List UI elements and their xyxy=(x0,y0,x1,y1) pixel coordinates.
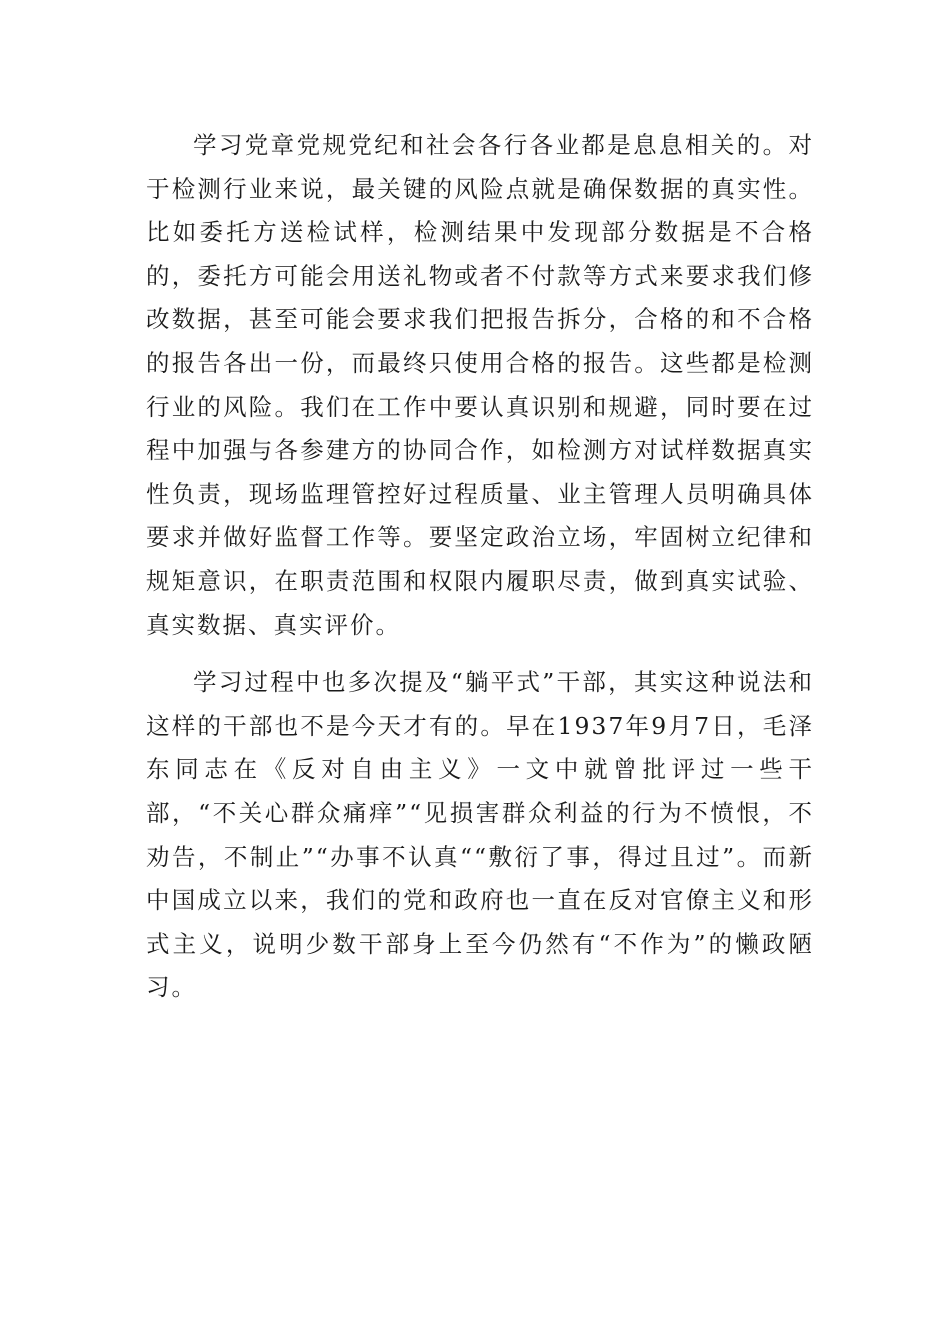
paragraph-1: 学习党章党规党纪和社会各行各业都是息息相关的。对于检测行业来说，最关键的风险点就是确保数据的真实性。比如委托方送检试样，检测结果中发现部分数据是不合格的，委托方可能会用送礼物或者不付款等方式来要求我们修改数据，甚至可能会要求我们把报告拆分，合格的和不合格的报告各出一份，而最终只使用合格的报告。这些都是检测行业的风险。我们在工作中要认真识别和规避，同时要在过程中加强与各参建方的协同合作，如检测方对试样数据真实性负责，现场监理管控好过程质量、业主管理人员明确具体要求并做好监督工作等。要坚定政治立场，牢固树立纪律和规矩意识，在职责范围和权限内履职尽责，做到真实试验、真实数据、真实评价。 xyxy=(146,131,814,639)
document-body xyxy=(146,124,814,1024)
paragraph-2: 学习过程中也多次提及“躺平式”干部，其实这种说法和这样的干部也不是今天才有的。早在1937年9月7日，毛泽东同志在《反对自由主义》一文中就曾批评过一些干部，“不关心群众痛痒”“见损害群众利益的行为不愤恨，不劝告，不制止”“办事不认真““敷衍了事，得过且过”。而新中国成立以来，我们的党和政府也一直在反对官僚主义和形式主义，说明少数干部身上至今仍然有“不作为”的懒政陋习。 xyxy=(146,668,814,1002)
